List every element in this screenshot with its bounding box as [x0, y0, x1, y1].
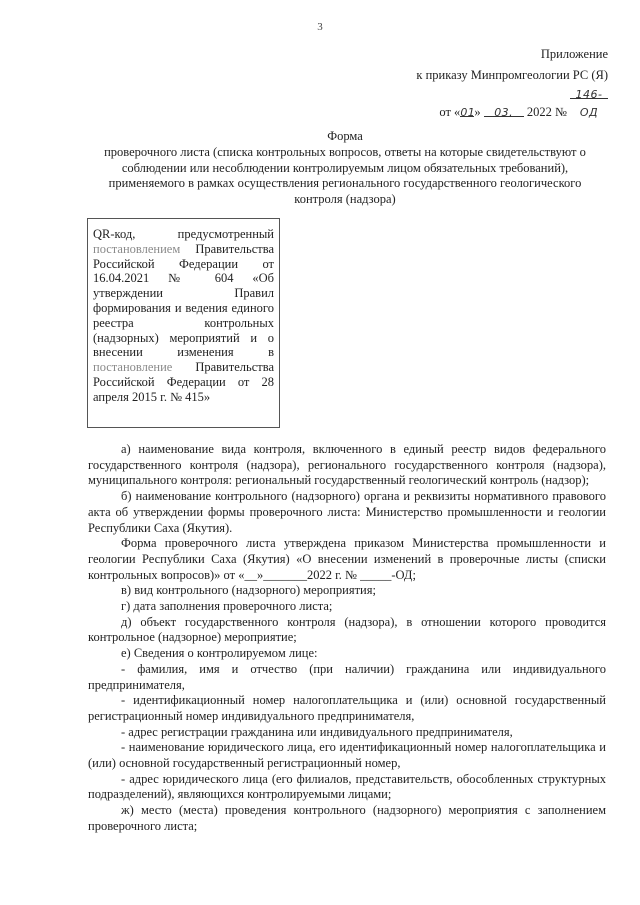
- form-title-block: [84, 129, 606, 208]
- page-number: 3: [317, 21, 323, 33]
- qr-text-part: Правительства Российской Федерации от 16.04.2021 № 604 «Об утверждении Правил формирования и ведения единого реестра контрольных (надзорных) мероприятий и о внесении изменения в: [93, 241, 274, 360]
- form-title-line: применяемого в рамках осуществления регионального государственного геологического: [108, 176, 582, 191]
- date-day-handwritten: 01: [460, 106, 476, 119]
- paragraph-d: д) объект государственного контроля (надзора), в отношении которого проводится контрольное (надзорное) мероприятие;: [88, 614, 606, 645]
- form-title-line: проверочного листа (списка контрольных вопросов, ответы на которые свидетельствуют о: [104, 144, 586, 159]
- attachment-order-reference: к приказу Минпромгеологии РС (Я): [416, 68, 608, 82]
- paragraph-e-item: - адрес юридического лица (его филиалов, представительств, обособленных структурных подразделений), являющихся контролируемыми лицами;: [88, 771, 606, 802]
- attachment-date-line: [439, 86, 608, 121]
- date-mid: »: [474, 105, 481, 119]
- date-year: 2022 №: [526, 105, 567, 119]
- qr-text-faded: постановление: [93, 360, 173, 375]
- paragraph-a: а) наименование вида контроля, включенного в единый реестр видов федерального государственного контроля (надзора), регионального государственного контроля (надзора), муниципального контроля: региональный государственный геологический контроль (надзор);: [88, 442, 606, 488]
- form-title-line: соблюдении или несоблюдении контролируемым лицом обязательных требований),: [121, 160, 569, 175]
- paragraph-b: б) наименование контрольного (надзорного) органа и реквизиты нормативного правового акта об утверждении формы проверочного листа: Министерство промышленности и геологии Республики Саха (Якутия).: [88, 489, 606, 535]
- paragraph-e-item: - идентификационный номер налогоплательщика и (или) основной государственный регистрационный номер индивидуального предпринимателя,: [88, 693, 606, 723]
- attachment-title: Приложение: [540, 47, 608, 61]
- qr-text-part: Правительства Российской Федерации от 28 апреля 2015 г. № 415»: [93, 360, 274, 404]
- paragraph-e: е) Сведения о контролируемом лице:: [121, 646, 318, 661]
- date-month-handwritten: 03.: [484, 104, 524, 117]
- form-title-line: контроля (надзора): [294, 192, 396, 207]
- paragraph-approved: Форма проверочного листа утверждена приказом Министерства промышленности и геологии Республики Саха (Якутия) «О внесении изменений в проверочные листы (списки контрольных вопросов)» от «__»_______2022 г. № _____-ОД;: [88, 536, 606, 582]
- date-prefix: от «: [439, 105, 461, 119]
- form-body: [88, 442, 606, 835]
- qr-code-description: [93, 227, 274, 405]
- paragraph-zh: ж) место (места) проведения контрольного (надзорного) мероприятия с заполнением проверочного листа;: [88, 803, 606, 833]
- paragraph-v: в) вид контрольного (надзорного) мероприятия;: [121, 583, 376, 598]
- qr-text-faded: постановлением: [93, 241, 181, 256]
- paragraph-e-item: - фамилия, имя и отчество (при наличии) гражданина или индивидуального предпринимателя,: [88, 661, 606, 692]
- paragraph-g: г) дата заполнения проверочного листа;: [121, 599, 333, 614]
- form-heading: Форма: [327, 129, 363, 143]
- paragraph-e-item: - наименование юридического лица, его идентификационный номер налогоплательщика и (или) основной государственный регистрационный номер,: [88, 740, 606, 771]
- order-number-handwritten: 146-ОД: [570, 86, 608, 99]
- paragraph-e-item: - адрес регистрации гражданина или индивидуального предпринимателя,: [121, 724, 513, 739]
- qr-code-placeholder-box: [87, 218, 280, 428]
- qr-text-part: QR-код, предусмотренный: [93, 227, 274, 241]
